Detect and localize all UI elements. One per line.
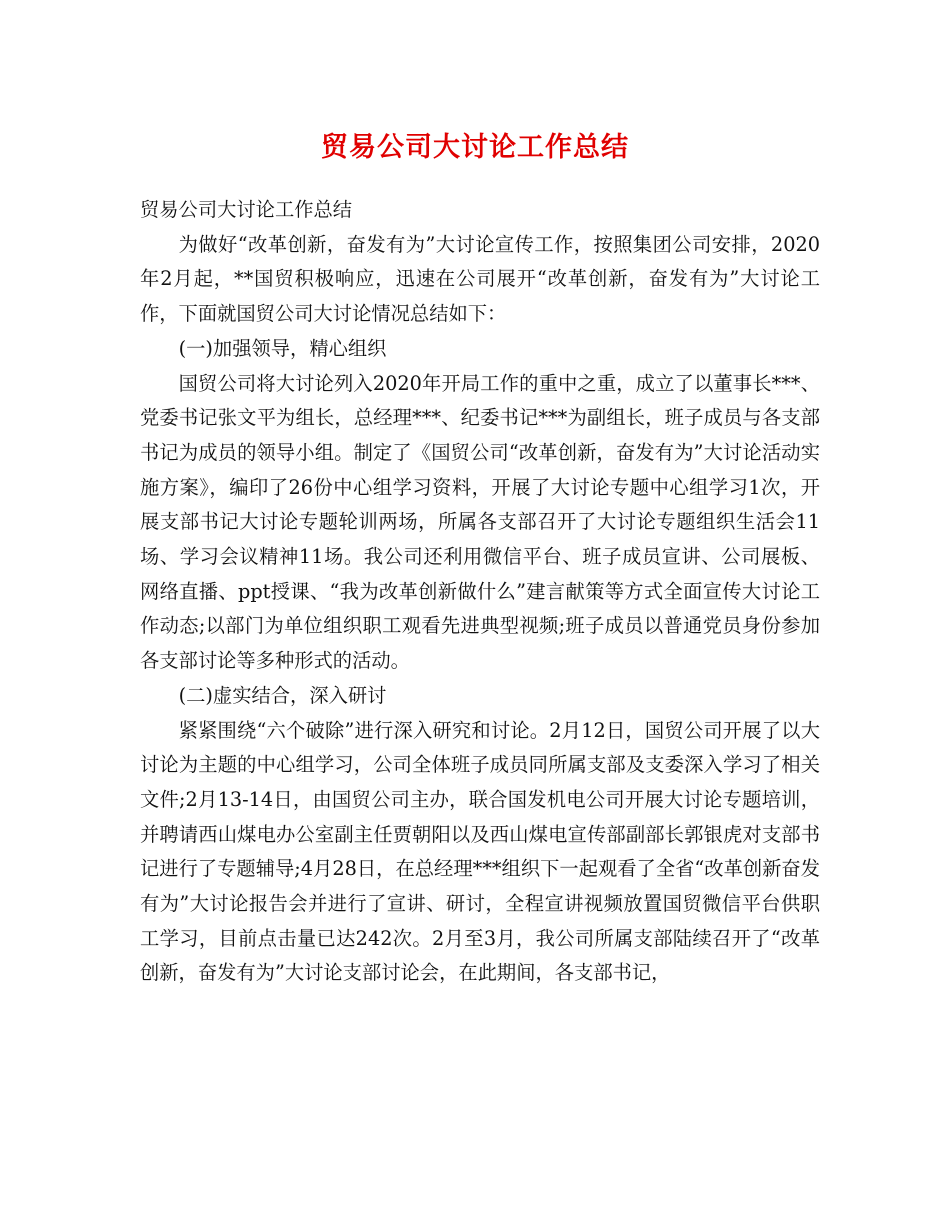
- body-paragraph: 紧紧围绕“六个破除”进行深入研究和讨论。2月12日，国贸公司开展了以大讨论为主题的中心组学习，公司全体班子成员同所属支部及支委深入学习了相关文件;2月13-14日，由国贸公司主办，联合国发机电公司开展大讨论专题培训，并聘请西山煤电办公室副主任贾朝阳以及西山煤电宣传部副部长郭银虎对支部书记进行了专题辅导;4月28日，在总经理***组织下一起观看了全省“改革创新奋发有为”大讨论报告会并进行了宣讲、研讨，全程宣讲视频放置国贸微信平台供职工学习，目前点击量已达242次。2月至3月，我公司所属支部陆续召开了“改革创新，奋发有为”大讨论支部讨论会，在此期间，各支部书记，: [140, 718, 820, 985]
- document-title: 贸易公司大讨论工作总结: [321, 132, 629, 163]
- body-paragraph: 为做好“改革创新，奋发有为”大讨论宣传工作，按照集团公司安排，2020年2月起，**国贸积极响应，迅速在公司展开“改革创新，奋发有为”大讨论工作，下面就国贸公司大讨论情况总结如下：: [140, 232, 820, 326]
- section-heading: (一)加强领导，精心组织: [178, 336, 387, 360]
- section-heading: (二)虚实结合，深入研讨: [178, 683, 387, 707]
- body-paragraph: 国贸公司将大讨论列入2020年开局工作的重中之重，成立了以董事长***、党委书记张文平为组长，总经理***、纪委书记***为副组长，班子成员与各支部书记为成员的领导小组。制定了《国贸公司“改革创新，奋发有为”大讨论活动实施方案》，编印了26份中心组学习资料，开展了大讨论专题中心组学习1次，开展支部书记大讨论专题轮训两场，所属各支部召开了大讨论专题组织生活会11场、学习会议精神11场。我公司还利用微信平台、班子成员宣讲、公司展板、网络直播、ppt授课、“我为改革创新做什么”建言献策等方式全面宣传大讨论工作动态;以部门为单位组织职工观看先进典型视频;班子成员以普通党员身份参加各支部讨论等多种形式的活动。: [140, 371, 820, 673]
- body-paragraph: 贸易公司大讨论工作总结: [140, 198, 353, 221]
- document-body: [140, 193, 820, 991]
